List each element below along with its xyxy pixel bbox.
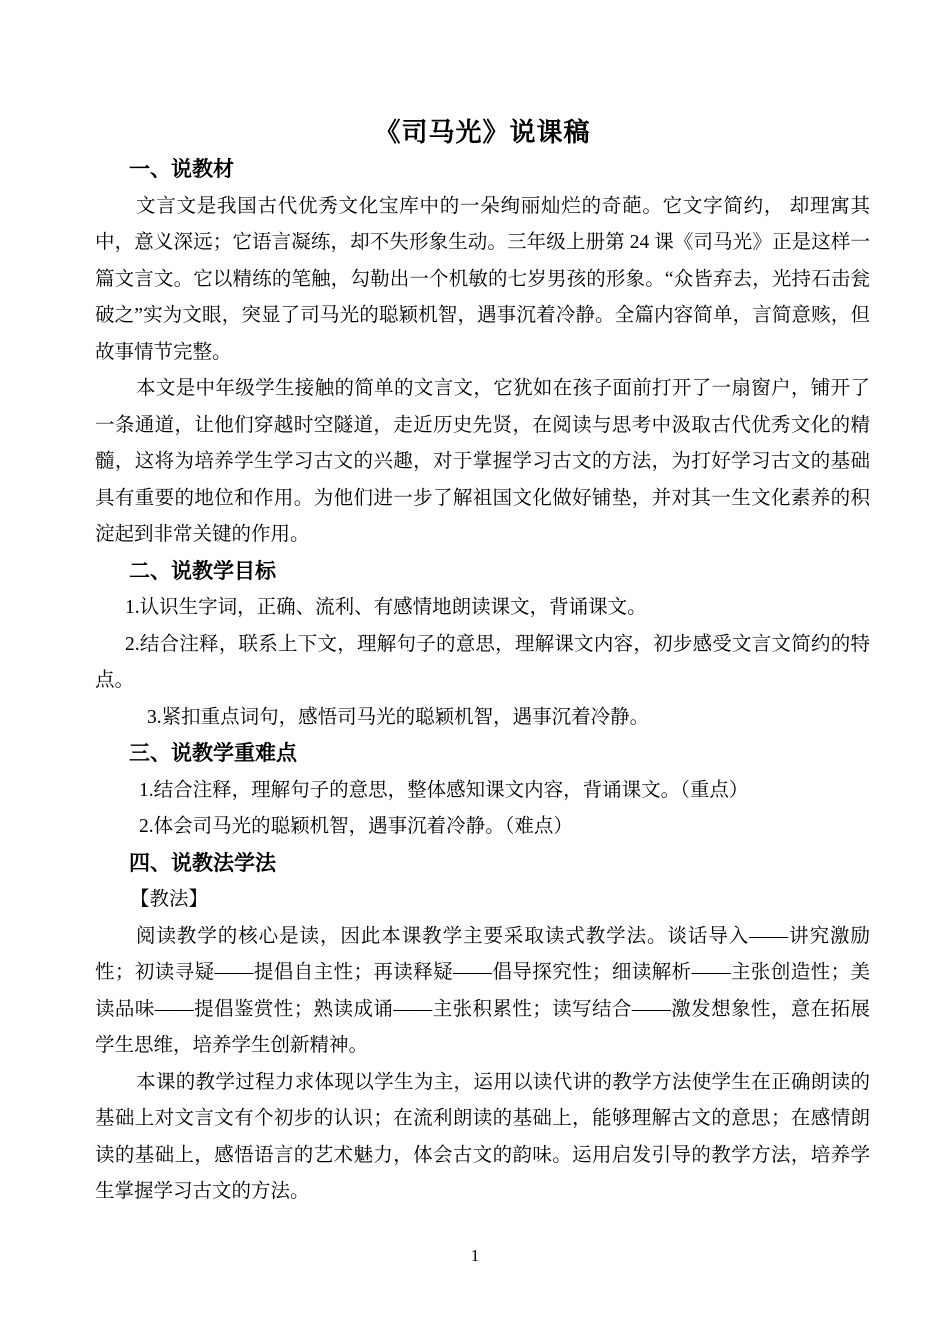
paragraph-method-2: 本课的教学过程力求体现以学生为主，运用以读代讲的教学方法使学生在正确朗读的基础上对文言文有个初步的认识；在流利朗读的基础上，能够理解古文的意思；在感情朗读的基础上，感悟语言的艺术魅力，体会古文的韵味。运用启发引导的教学方法，培养学生掌握学习古文的方法。 [95, 1071, 870, 1202]
section-heading-teaching-goals: 二、说教学目标 [129, 559, 276, 583]
document-title: 《司马光》说课稿 [374, 117, 591, 147]
section-heading-teaching-material: 一、说教材 [129, 158, 234, 181]
goal-item-3: 3.紧扣重点词句，感悟司马光的聪颖机智，遇事沉着冷静。 [147, 706, 650, 728]
key-point-item-2: 2.体会司马光的聪颖机智，遇事沉着冷静。（难点） [139, 816, 573, 837]
section-heading-teaching-methods: 四、说教法学法 [129, 851, 276, 875]
goal-item-2: 2.结合注释，联系上下文，理解句子的意思，理解课文内容，初步感受文言文简约的特点。 [95, 633, 870, 691]
goal-item-1: 1.认识生字词，正确、流利、有感情地朗读课文，背诵课文。 [125, 597, 647, 618]
paragraph-material-1: 文言文是我国古代优秀文化宝库中的一朵绚丽灿烂的奇葩。它文字简约， 却理寓其中，意义深远；它语言凝练，却不失形象生动。三年级上册第 24 课《司马光》正是这样一篇文言文。它以精练的笔触，勾勒出一个机敏的七岁男孩的形象。“众皆弃去，光持石击瓮破之”实为文眼，突显了司马光的聪颖机智，遇事沉着冷静。全篇内容简单，言简意赅，但故事情节完整。 [95, 195, 870, 363]
paragraph-method-1: 阅读教学的核心是读，因此本课教学主要采取读式教学法。谈话导入——讲究激励性；初读寻疑——提倡自主性；再读释疑——倡导探究性；细读解析——主张创造性；美读品味——提倡鉴赏性；熟读成诵——主张积累性；读写结合——激发想象性，意在拓展学生思维，培养学生创新精神。 [95, 925, 870, 1056]
key-point-item-1: 1.结合注释，理解句子的意思，整体感知课文内容，背诵课文。（重点） [139, 779, 749, 801]
section-heading-key-difficult-points: 三、说教学重难点 [129, 742, 297, 765]
teaching-method-label: 【教法】 [130, 889, 209, 910]
paragraph-material-2: 本文是中年级学生接触的简单的文言文，它犹如在孩子面前打开了一扇窗户，铺开了一条通道，让他们穿越时空隧道，走近历史先贤，在阅读与思考中汲取古代优秀文化的精髓，这将为培养学生学习古文的兴趣，对于掌握学习古文的方法，为打好学习古文的基础具有重要的地位和作用。为他们进一步了解祖国文化做好铺垫，并对其一生文化素养的积淀起到非常关键的作用。 [95, 378, 870, 545]
page-number: 1 [470, 1246, 480, 1265]
